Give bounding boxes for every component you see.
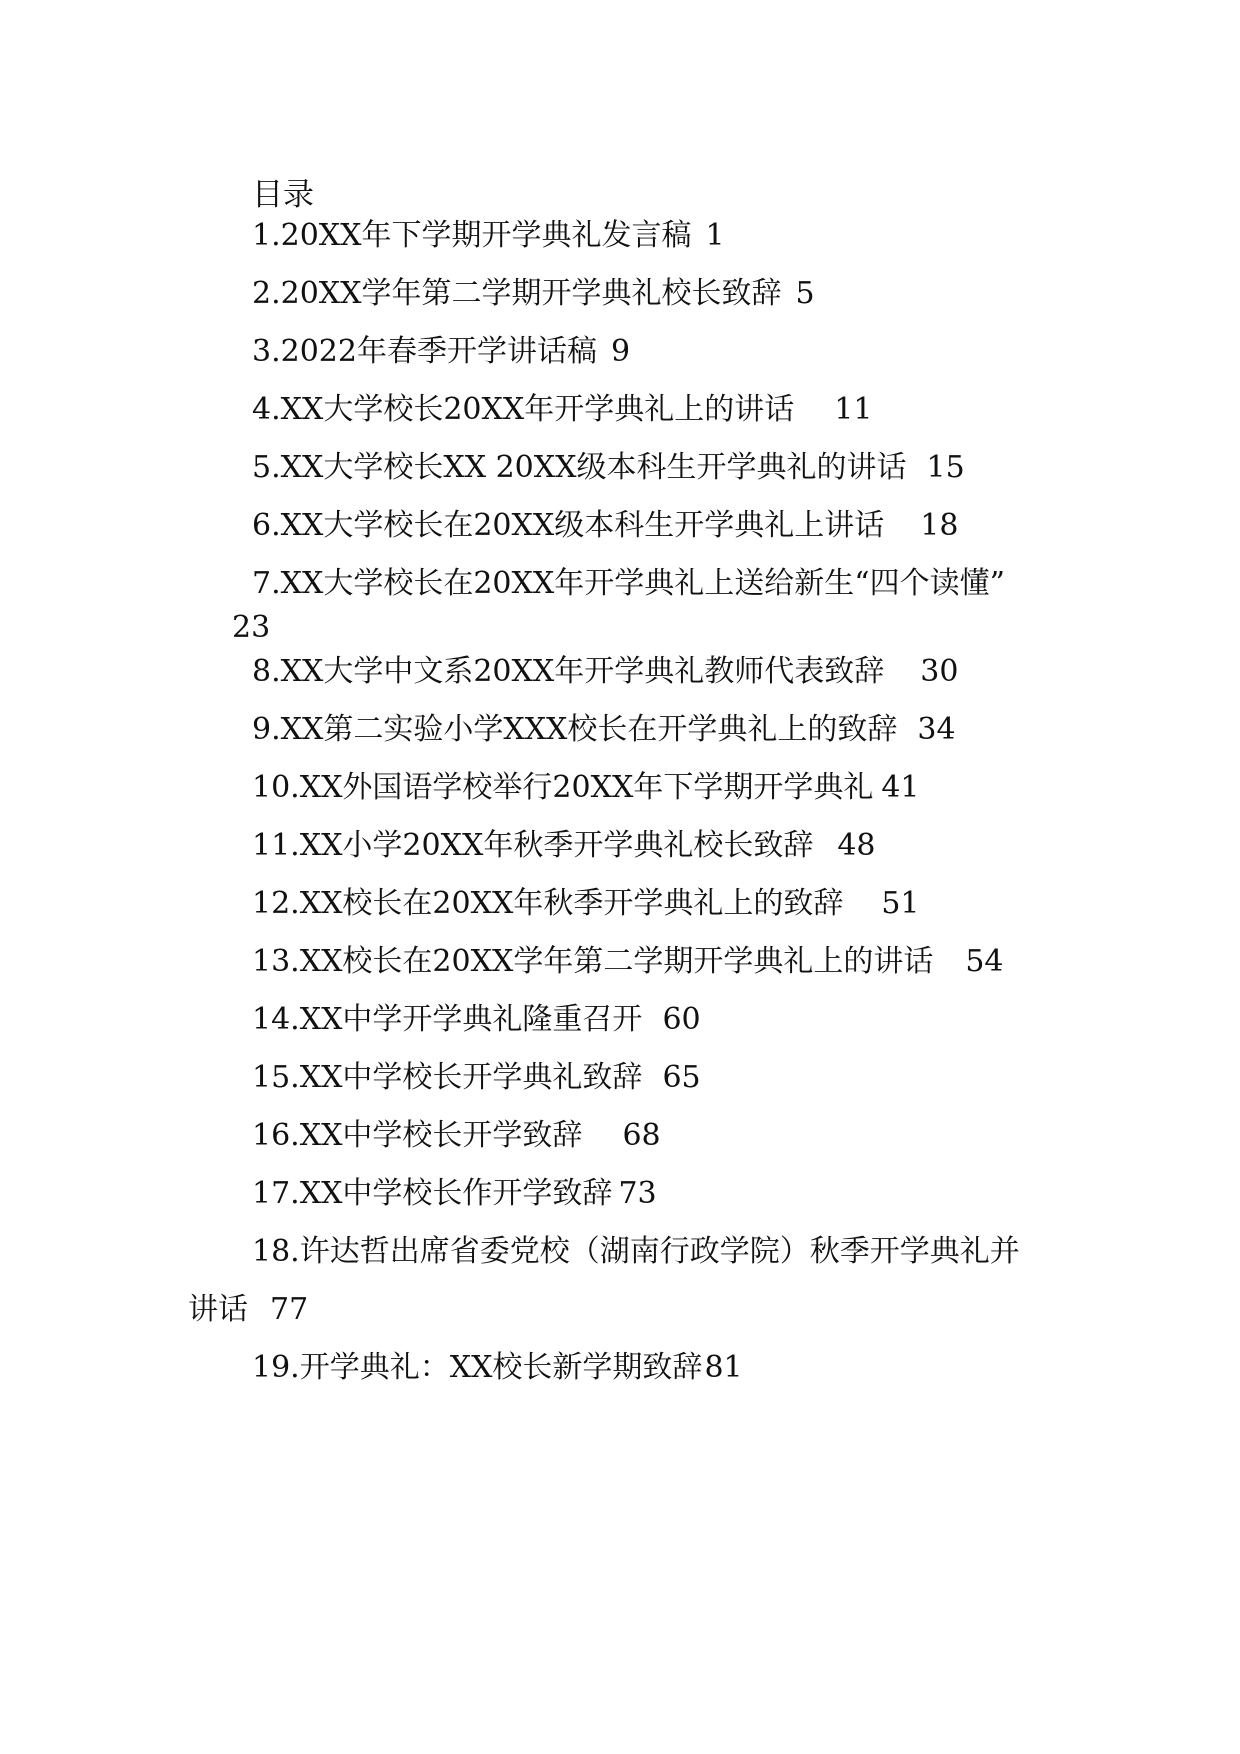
toc-entry-text: 12.XX校长在20XX年秋季开学典礼上的致辞 — [252, 886, 844, 921]
toc-entry-6[interactable] — [252, 506, 958, 546]
toc-entry-page: 48 — [837, 828, 876, 863]
toc-entry-3[interactable] — [252, 332, 630, 372]
toc-entry-7[interactable] — [252, 564, 1005, 604]
toc-entry-page: 60 — [662, 1002, 701, 1037]
toc-entry-2[interactable] — [252, 274, 815, 314]
toc-entry-page: 54 — [965, 944, 1004, 979]
toc-entry-page: 18 — [920, 508, 959, 543]
toc-entry-9[interactable] — [252, 710, 956, 750]
toc-entry-page: 9 — [610, 334, 631, 369]
toc-entry-8[interactable] — [252, 652, 958, 692]
toc-entry-text: 9.XX第二实验小学XXX校长在开学典礼上的致辞 — [252, 712, 898, 747]
toc-entry-text-continued: 讲话 — [188, 1292, 248, 1327]
toc-entry-page: 77 — [270, 1292, 309, 1327]
toc-entry-18[interactable] — [252, 1232, 1020, 1272]
toc-entry-page: 68 — [622, 1118, 661, 1153]
toc-entry-page: 5 — [795, 276, 815, 311]
toc-entry-text: 6.XX大学校长在20XX级本科生开学典礼上讲话 — [252, 508, 885, 543]
toc-entry-text: 18.许达哲出席省委党校（湖南行政学院）秋季开学典礼并 — [252, 1234, 1020, 1269]
toc-entry-text: 10.XX外国语学校举行20XX年下学期开学典礼 — [252, 770, 874, 805]
toc-entry-text: 1.20XX年下学期开学典礼发言稿 — [252, 218, 692, 253]
toc-entry-page: 73 — [618, 1176, 657, 1211]
toc-entry-text: 11.XX小学20XX年秋季开学典礼校长致辞 — [252, 828, 814, 863]
toc-entry-15[interactable] — [252, 1058, 701, 1098]
toc-entry-page: 65 — [662, 1060, 701, 1095]
toc-entry-11[interactable] — [252, 826, 876, 866]
toc-entry-text: 14.XX中学开学典礼隆重召开 — [252, 1002, 643, 1037]
toc-entry-13[interactable] — [252, 942, 1004, 982]
toc-entry-page: 15 — [926, 450, 965, 485]
toc-entry-16[interactable] — [252, 1116, 661, 1156]
toc-entry-4[interactable] — [252, 390, 872, 430]
toc-entry-page: 34 — [917, 712, 956, 747]
toc-entry-text: 5.XX大学校长XX 20XX级本科生开学典礼的讲话 — [252, 450, 907, 485]
toc-entry-text: 3.2022年春季开学讲话稿 — [252, 334, 597, 369]
toc-entry-7-page-line[interactable] — [232, 608, 270, 648]
toc-entry-page: 1 — [705, 218, 725, 253]
toc-entry-18-continuation[interactable] — [188, 1290, 308, 1330]
toc-entry-text: 17.XX中学校长作开学致辞 — [252, 1176, 613, 1211]
toc-entry-17[interactable] — [252, 1174, 657, 1214]
toc-entry-page: 11 — [834, 392, 873, 427]
toc-entry-text: 19.开学典礼：XX校长新学期致辞 — [252, 1350, 703, 1385]
toc-entry-text: 7.XX大学校长在20XX年开学典礼上送给新生“四个读懂” — [252, 566, 1005, 601]
toc-entry-text: 8.XX大学中文系20XX年开学典礼教师代表致辞 — [252, 654, 885, 689]
toc-entry-10[interactable] — [252, 768, 920, 808]
toc-entry-14[interactable] — [252, 1000, 701, 1040]
toc-entry-text: 4.XX大学校长20XX年开学典礼上的讲话 — [252, 392, 795, 427]
toc-entry-page: 30 — [920, 654, 959, 689]
toc-entry-text: 16.XX中学校长开学致辞 — [252, 1118, 583, 1153]
toc-entry-1[interactable] — [252, 216, 725, 256]
toc-entry-page: 51 — [881, 886, 920, 921]
toc-entry-page: 41 — [881, 770, 920, 805]
toc-title: 目录 — [252, 177, 314, 213]
toc-entry-12[interactable] — [252, 884, 920, 924]
toc-entry-text: 15.XX中学校长开学典礼致辞 — [252, 1060, 643, 1095]
toc-entry-19[interactable] — [252, 1348, 743, 1388]
toc-entry-text: 13.XX校长在20XX学年第二学期开学典礼上的讲话 — [252, 944, 934, 979]
toc-entry-page: 23 — [232, 610, 271, 645]
toc-entry-page: 81 — [704, 1350, 743, 1385]
toc-entry-5[interactable] — [252, 448, 965, 488]
toc-entry-text: 2.20XX学年第二学期开学典礼校长致辞 — [252, 276, 782, 311]
